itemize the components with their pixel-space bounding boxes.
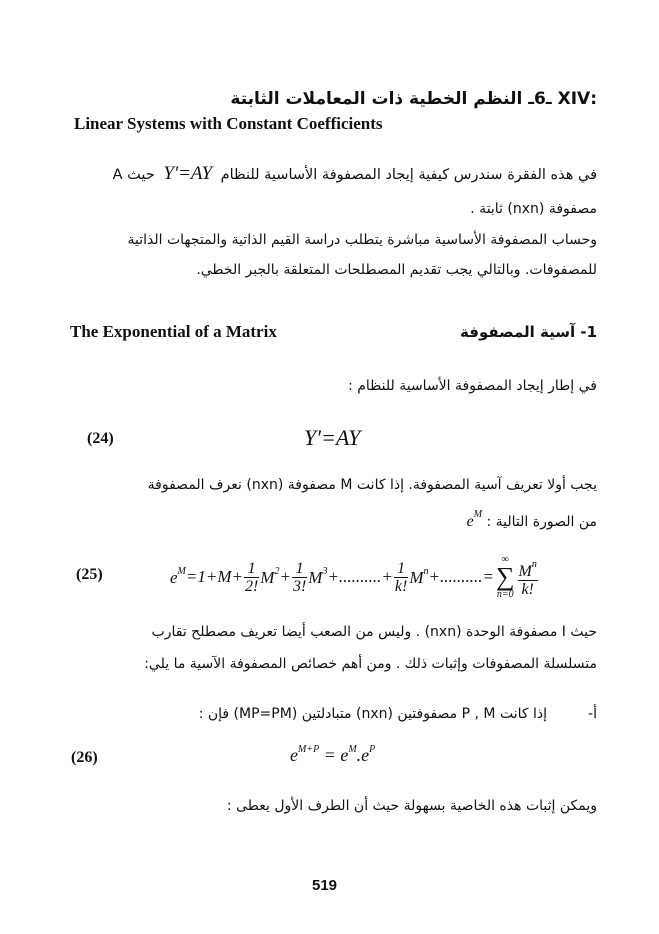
eq25-fraction-3: $\frac{1}{3!}$ — [292, 559, 307, 595]
intro-line-1-text: في هذه الفقرة سندرس كيفية إيجاد المصفوفة الأساسية للنظام — [220, 167, 597, 183]
eq25-term-k: $M^n$ — [409, 566, 429, 587]
paragraph-2-line-2 — [467, 509, 597, 531]
paragraph-2-line-1: يجب أولا تعريف آسية المصفوفة. إذا كانت M مصفوفة (nxn) نعرف المصفوفة — [147, 477, 597, 493]
exp-m-inline: $e^M$ — [466, 509, 483, 530]
section-title-arabic: 1- آسية المصفوفة — [460, 323, 597, 341]
intro-line-1 — [113, 163, 597, 185]
chapter-heading-english: Linear Systems with Constant Coefficients — [74, 114, 383, 133]
equation-26: $e^{M+P} = e^M.e^P$ — [290, 744, 376, 765]
page-number: 519 — [312, 877, 338, 894]
equation-25-number: (25) — [76, 566, 103, 583]
paragraph-2-line-2-text: من الصورة التالية : — [486, 514, 597, 530]
eq25-fraction-2: $\frac{1}{2!}$ — [244, 559, 259, 595]
summation-sign: ∞ ∑ n=0 — [495, 554, 515, 600]
paragraph-4: ويمكن إثبات هذه الخاصية بسهولة حيث أن الطرف الأول يعطى : — [226, 798, 597, 814]
property-a-label: أ- — [588, 706, 597, 722]
eq25-plus: + — [279, 567, 291, 586]
eq25-term-2: $M^2$ — [260, 566, 280, 587]
equation-24: Y′=AY — [304, 425, 361, 450]
paragraph-3-line-1: حيث I مصفوفة الوحدة (nxn) . وليس من الصعب أيضا تعريف مصطلح تقارب — [151, 624, 597, 640]
eq25-term-3: $M^3$ — [308, 566, 328, 587]
paragraph-1: في إطار إيجاد المصفوفة الأساسية للنظام : — [348, 378, 597, 394]
eq25-ellipsis-2: +..........= — [428, 567, 494, 586]
equation-26-number: (26) — [71, 749, 98, 766]
chapter-heading-arabic: :XIV ـ6ـ النظم الخطية ذات المعاملات الثابتة — [230, 89, 597, 109]
eq25-fraction-k: $\frac{1}{k!}$ — [394, 559, 408, 595]
intro-line-3: وحساب المصفوفة الأساسية مباشرة يتطلب دراسة القيم الذاتية والمتجهات الذاتية — [127, 232, 597, 248]
eq25-leading-terms: =1+M+ — [185, 567, 243, 586]
equation-24-number: (24) — [87, 430, 114, 447]
eq25-lhs: $e^M$ — [170, 566, 186, 587]
intro-line-4: للمصفوفات. وبالتالي يجب تقديم المصطلحات المتعلقة بالجبر الخطي. — [196, 262, 597, 278]
eq25-summand: $\frac{M^n}{k!}$ — [518, 556, 538, 598]
eq25-ellipsis-1: +..........+ — [327, 567, 393, 586]
intro-line-1-tail: حيث A — [112, 167, 155, 183]
intro-equation: Y′=AY — [163, 163, 213, 184]
equation-25 — [170, 550, 539, 604]
paragraph-3-line-2: متسلسلة المصفوفات وإثبات ذلك . ومن أهم خصائص المصفوفة الآسية ما يلي: — [144, 656, 597, 672]
intro-line-2: مصفوفة (nxn) ثابتة . — [470, 201, 597, 217]
section-title-english: The Exponential of a Matrix — [70, 322, 277, 341]
property-a-text: إذا كانت P , M مصفوفتين (nxn) متبادلتين (MP=PM) فإن : — [198, 706, 547, 722]
